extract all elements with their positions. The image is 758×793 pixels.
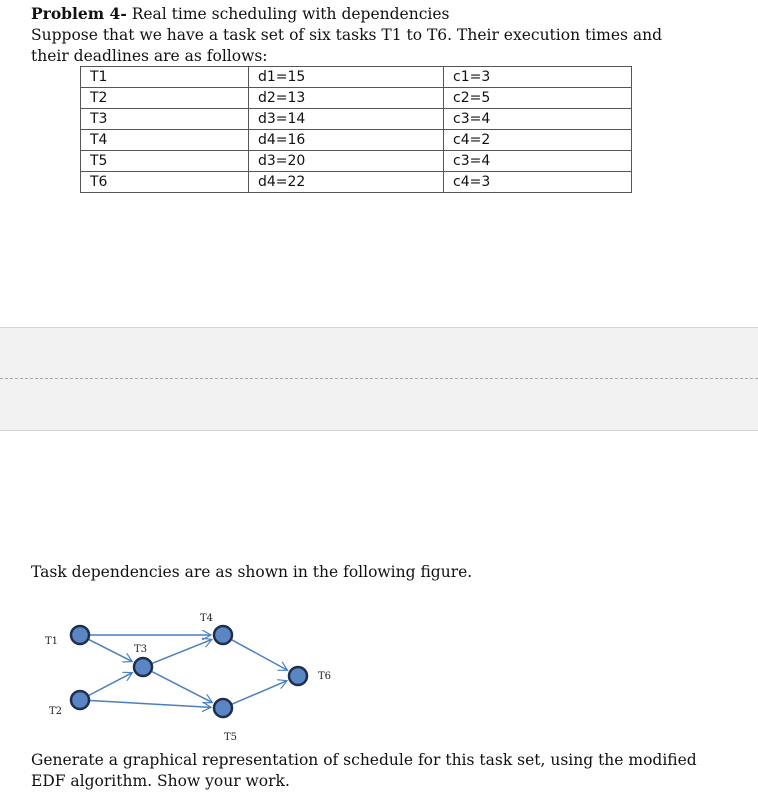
- table-row: [81, 130, 632, 151]
- edge-t5-t6: [232, 681, 287, 704]
- node-label-t1: T1: [45, 636, 59, 647]
- node-t3: [134, 658, 152, 676]
- exec-time-cell: c3=4: [444, 109, 632, 130]
- edge-t2-t5: [90, 701, 211, 708]
- deadline-cell: d3=20: [249, 151, 444, 172]
- problem-number: Problem 4-: [31, 4, 127, 23]
- table-row: [81, 109, 632, 130]
- dependency-graph: [0, 600, 380, 750]
- task-cell: T3: [81, 109, 249, 130]
- deadline-cell: d1=15: [249, 67, 444, 88]
- task-cell: T1: [81, 67, 249, 88]
- edge-t2-t3: [89, 673, 133, 696]
- node-label-t3: T3: [134, 644, 148, 655]
- task-table: [80, 66, 632, 193]
- node-t6: [289, 667, 307, 685]
- node-t5: [214, 699, 232, 717]
- footer-line-2: EDF algorithm. Show your work.: [31, 772, 290, 790]
- task-cell: T6: [81, 172, 249, 193]
- table-row: [81, 67, 632, 88]
- node-label-t5: T5: [224, 732, 238, 743]
- node-t2: [71, 691, 89, 709]
- page-break-line: [0, 378, 758, 379]
- problem-title: Real time scheduling with dependencies: [126, 5, 450, 23]
- node-label-t2: T2: [49, 706, 63, 717]
- deadline-cell: d2=13: [249, 88, 444, 109]
- edge-t3-t4: [152, 639, 212, 663]
- table-row: [81, 172, 632, 193]
- deadline-cell: d4=16: [249, 130, 444, 151]
- node-label-t6: T6: [318, 671, 332, 682]
- exec-time-cell: c1=3: [444, 67, 632, 88]
- node-label-t4: T4: [200, 613, 214, 624]
- dependencies-text: Task dependencies are as shown in the following figure.: [31, 563, 473, 581]
- footer-line-1: Generate a graphical representation of schedule for this task set, using the modified: [31, 751, 697, 769]
- table-row: [81, 88, 632, 109]
- exec-time-cell: c4=2: [444, 130, 632, 151]
- exec-time-cell: c3=4: [444, 151, 632, 172]
- intro-line-2: their deadlines are as follows:: [31, 47, 268, 65]
- node-t4: [214, 626, 232, 644]
- problem-heading: [31, 4, 449, 24]
- node-t1: [71, 626, 89, 644]
- page-break-band: [0, 327, 758, 431]
- exec-time-cell: c4=3: [444, 172, 632, 193]
- edge-t3-t5: [152, 672, 212, 703]
- task-cell: T2: [81, 88, 249, 109]
- task-cell: T4: [81, 130, 249, 151]
- intro-line-1: Suppose that we have a task set of six tasks T1 to T6. Their execution times and: [31, 26, 663, 44]
- exec-time-cell: c2=5: [444, 88, 632, 109]
- task-cell: T5: [81, 151, 249, 172]
- edge-t4-t6: [232, 640, 288, 670]
- deadline-cell: d4=22: [249, 172, 444, 193]
- table-row: [81, 151, 632, 172]
- edge-t1-t3: [89, 640, 132, 662]
- deadline-cell: d3=14: [249, 109, 444, 130]
